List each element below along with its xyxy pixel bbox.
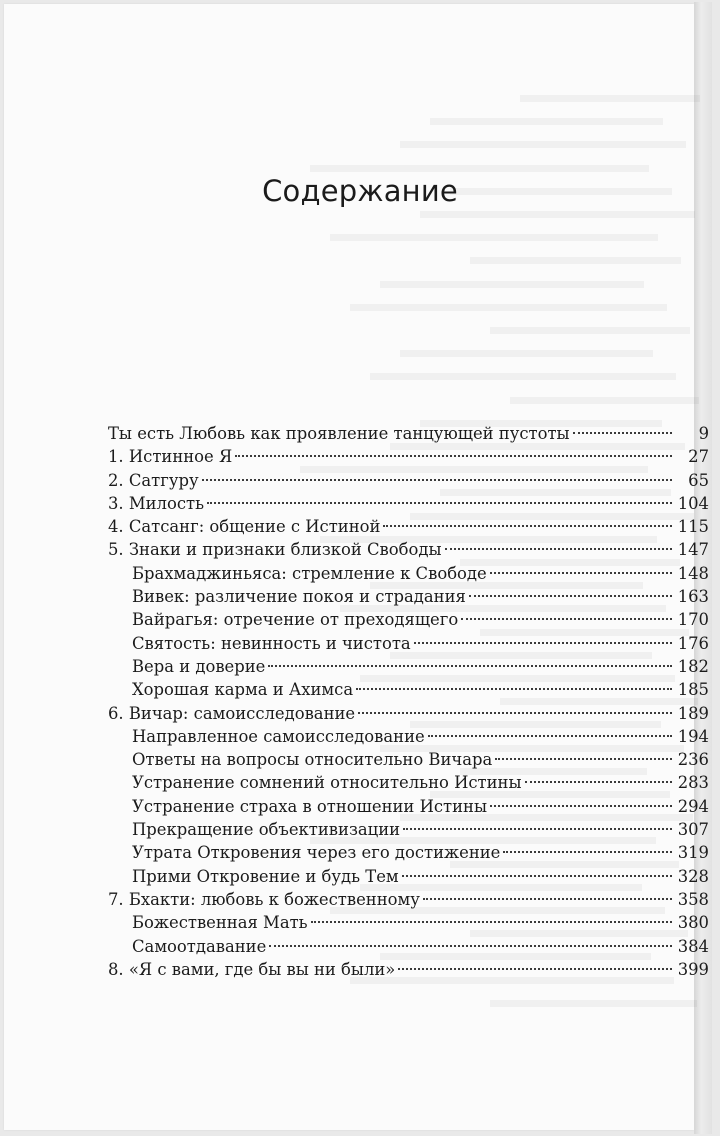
dot-leader (402, 875, 672, 877)
toc-entry-page-number: 65 (688, 470, 709, 490)
toc-entry (108, 702, 709, 725)
dot-leader (235, 455, 672, 457)
toc-entry-title: Ты есть Любовь как проявление танцующей пустоты (108, 424, 570, 443)
toc-entry-page-number: 9 (698, 424, 709, 443)
toc-entry (108, 655, 709, 678)
dot-leader (358, 712, 672, 714)
toc-entry-page-number: 399 (677, 959, 709, 979)
page-title: Содержание (262, 174, 458, 208)
toc-entry-title: Хорошая карма и Ахимса (132, 680, 354, 700)
toc-entry-page-number: 182 (677, 656, 709, 676)
toc-entry-title: 4. Сатсанг: общение с Истиной (108, 517, 381, 537)
toc-entry-page-number: 384 (677, 936, 709, 956)
toc-entry-title: Вивек: различение покоя и страдания (132, 587, 466, 607)
dot-leader (495, 758, 672, 760)
dot-leader (490, 572, 672, 574)
toc-entry (108, 492, 709, 515)
toc-entry-page-number: 307 (677, 820, 709, 840)
toc-entry (108, 935, 709, 958)
toc-entry (108, 632, 709, 655)
table-of-contents (108, 422, 709, 981)
toc-entry (108, 678, 709, 701)
toc-entry-page-number: 319 (677, 843, 709, 863)
dot-leader (428, 735, 672, 737)
toc-entry-title: 5. Знаки и признаки близкой Свободы (108, 540, 442, 560)
toc-entry (108, 469, 709, 492)
toc-entry-title: Направленное самоисследование (132, 726, 425, 746)
toc-entry-title: 2. Сатгуру (108, 470, 199, 490)
toc-entry (108, 422, 709, 445)
toc-entry-title: Вайрагья: отречение от преходящего (132, 610, 459, 630)
toc-entry-title: Прекращение объективизации (132, 820, 401, 840)
toc-entry-title: 7. Бхакти: любовь к божественному (108, 889, 420, 909)
dot-leader (268, 665, 672, 667)
dot-leader (490, 805, 672, 807)
toc-entry-page-number: 104 (677, 493, 709, 513)
toc-entry-page-number: 236 (677, 750, 709, 770)
toc-entry-page-number: 283 (677, 773, 709, 793)
toc-entry-title: 1. Истинное Я (108, 447, 233, 467)
toc-entry (108, 958, 709, 981)
dot-leader (423, 898, 672, 900)
toc-entry (108, 888, 709, 911)
toc-entry-title: Самоотдавание (132, 936, 267, 956)
dot-leader (525, 781, 672, 783)
toc-entry-page-number: 115 (677, 517, 709, 537)
toc-entry-page-number: 27 (688, 447, 709, 467)
toc-entry-page-number: 148 (677, 563, 709, 583)
toc-entry-title: Устранение сомнений относительно Истины (132, 773, 522, 793)
dot-leader (398, 968, 672, 970)
dot-leader (311, 921, 672, 923)
toc-entry (108, 771, 709, 794)
toc-entry (108, 515, 709, 538)
dot-leader (356, 688, 672, 690)
toc-entry-page-number: 294 (677, 796, 709, 816)
toc-entry (108, 841, 709, 864)
toc-entry (108, 585, 709, 608)
dot-leader (469, 595, 672, 597)
toc-entry (108, 538, 709, 561)
toc-entry (108, 748, 709, 771)
toc-entry-title: Утрата Откровения через его достижение (132, 843, 501, 863)
dot-leader (503, 851, 672, 853)
toc-entry (108, 608, 709, 631)
toc-entry-page-number: 147 (677, 540, 709, 560)
dot-leader (414, 642, 672, 644)
toc-entry (108, 795, 709, 818)
toc-entry-page-number: 185 (677, 680, 709, 700)
dot-leader (403, 828, 672, 830)
dot-leader (202, 479, 672, 481)
toc-entry-title: 3. Милость (108, 493, 205, 513)
toc-entry-page-number: 380 (677, 913, 709, 933)
toc-entry-title: Божественная Мать (132, 913, 308, 933)
toc-entry-page-number: 163 (677, 587, 709, 607)
dot-leader (383, 525, 672, 527)
toc-entry-page-number: 358 (677, 889, 709, 909)
toc-entry (108, 911, 709, 934)
toc-entry-title: Вера и доверие (132, 656, 266, 676)
dot-leader (445, 548, 672, 550)
toc-entry-title: Брахмаджиньяса: стремление к Свободе (132, 563, 487, 583)
toc-entry (108, 865, 709, 888)
dot-leader (461, 618, 672, 620)
toc-entry-page-number: 176 (677, 633, 709, 653)
toc-entry-page-number: 189 (677, 703, 709, 723)
toc-entry (108, 445, 709, 468)
toc-entry-title: 6. Вичар: самоисследование (108, 703, 356, 723)
toc-entry-title: Святость: невинность и чистота (132, 633, 411, 653)
dot-leader (207, 502, 672, 504)
toc-entry-title: 8. «Я с вами, где бы вы ни были» (108, 959, 396, 979)
toc-entry-title: Устранение страха в отношении Истины (132, 796, 487, 816)
toc-entry-page-number: 170 (677, 610, 709, 630)
dot-leader (573, 432, 672, 434)
toc-entry-page-number: 328 (677, 866, 709, 886)
dot-leader (269, 945, 672, 947)
toc-entry (108, 725, 709, 748)
toc-entry-title: Ответы на вопросы относительно Вичара (132, 750, 493, 770)
toc-entry-title: Прими Откровение и будь Тем (132, 866, 399, 886)
toc-entry (108, 818, 709, 841)
toc-entry-page-number: 194 (677, 726, 709, 746)
toc-entry (108, 562, 709, 585)
